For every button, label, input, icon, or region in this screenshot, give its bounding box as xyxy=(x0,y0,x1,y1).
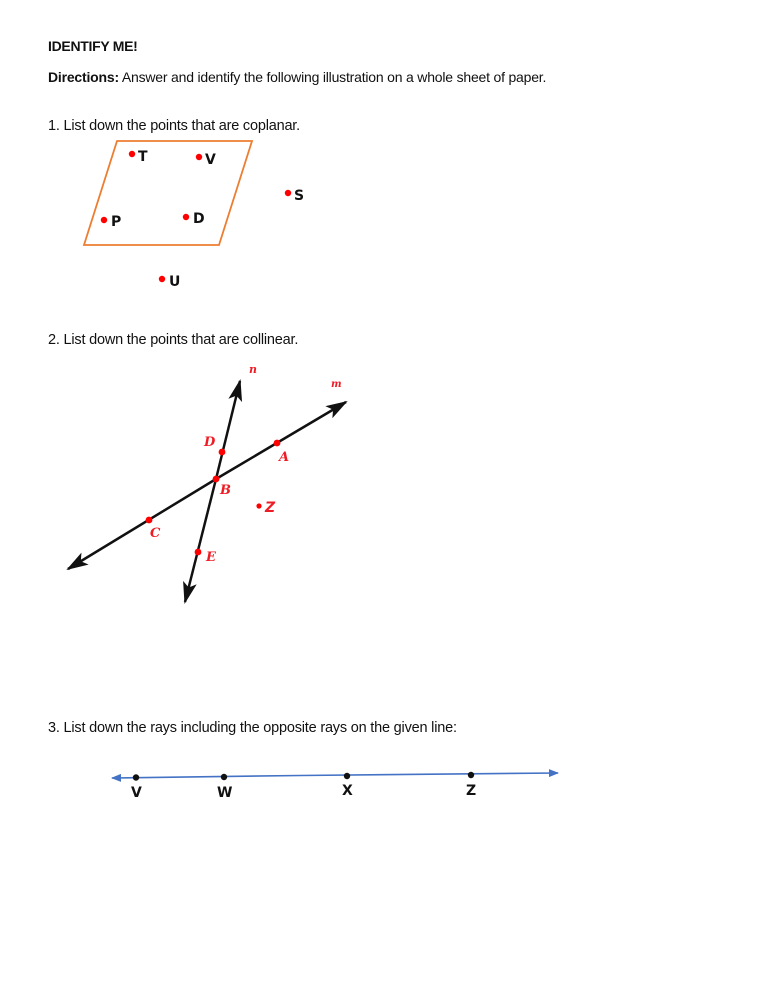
line-n xyxy=(216,381,240,479)
point-A xyxy=(274,440,289,465)
svg-text:Z: Z xyxy=(466,783,477,799)
svg-text:T: T xyxy=(138,149,148,165)
figure-coplanar xyxy=(84,141,304,290)
line-vwxz xyxy=(300,773,558,776)
question-2: 2. List down the points that are collinear. xyxy=(48,332,299,348)
figure-collinear xyxy=(68,363,346,602)
point-Z xyxy=(466,772,476,799)
point-U xyxy=(159,274,181,290)
point-Z xyxy=(256,500,276,516)
svg-text:V: V xyxy=(205,152,216,168)
svg-text:D: D xyxy=(193,211,205,227)
svg-text:U: U xyxy=(169,274,181,290)
point-D xyxy=(183,211,205,227)
point-E xyxy=(195,549,217,565)
figure-rays xyxy=(112,772,558,801)
line-m xyxy=(216,402,346,479)
label-line-m: m xyxy=(331,379,342,390)
plane-parallelogram xyxy=(84,141,252,245)
svg-text:X: X xyxy=(342,783,353,799)
point-P xyxy=(101,214,121,230)
directions-text: Answer and identify the following illustration on a whole sheet of paper. xyxy=(118,69,547,85)
point-B xyxy=(213,476,231,498)
directions-label: Directions: xyxy=(48,69,119,85)
point-T xyxy=(129,149,148,165)
question-1: 1. List down the points that are coplanar. xyxy=(48,118,300,134)
svg-text:S: S xyxy=(294,188,305,204)
point-C xyxy=(146,517,161,541)
svg-text:P: P xyxy=(111,214,122,230)
svg-text:W: W xyxy=(217,785,233,801)
svg-text:C: C xyxy=(150,526,161,541)
svg-text:B: B xyxy=(220,483,231,498)
worksheet-title: IDENTIFY ME! xyxy=(48,38,138,54)
question-3: 3. List down the rays including the opposite rays on the given line: xyxy=(48,720,457,736)
label-line-n: n xyxy=(249,363,257,376)
svg-text:A: A xyxy=(279,450,290,465)
svg-text:V: V xyxy=(131,785,142,801)
svg-text:E: E xyxy=(206,550,216,565)
point-D xyxy=(203,435,225,455)
svg-text:D: D xyxy=(204,435,216,450)
svg-text:Z: Z xyxy=(265,500,276,516)
point-W xyxy=(217,774,232,801)
point-S xyxy=(285,188,304,204)
point-X xyxy=(342,773,353,799)
point-V xyxy=(196,152,216,168)
